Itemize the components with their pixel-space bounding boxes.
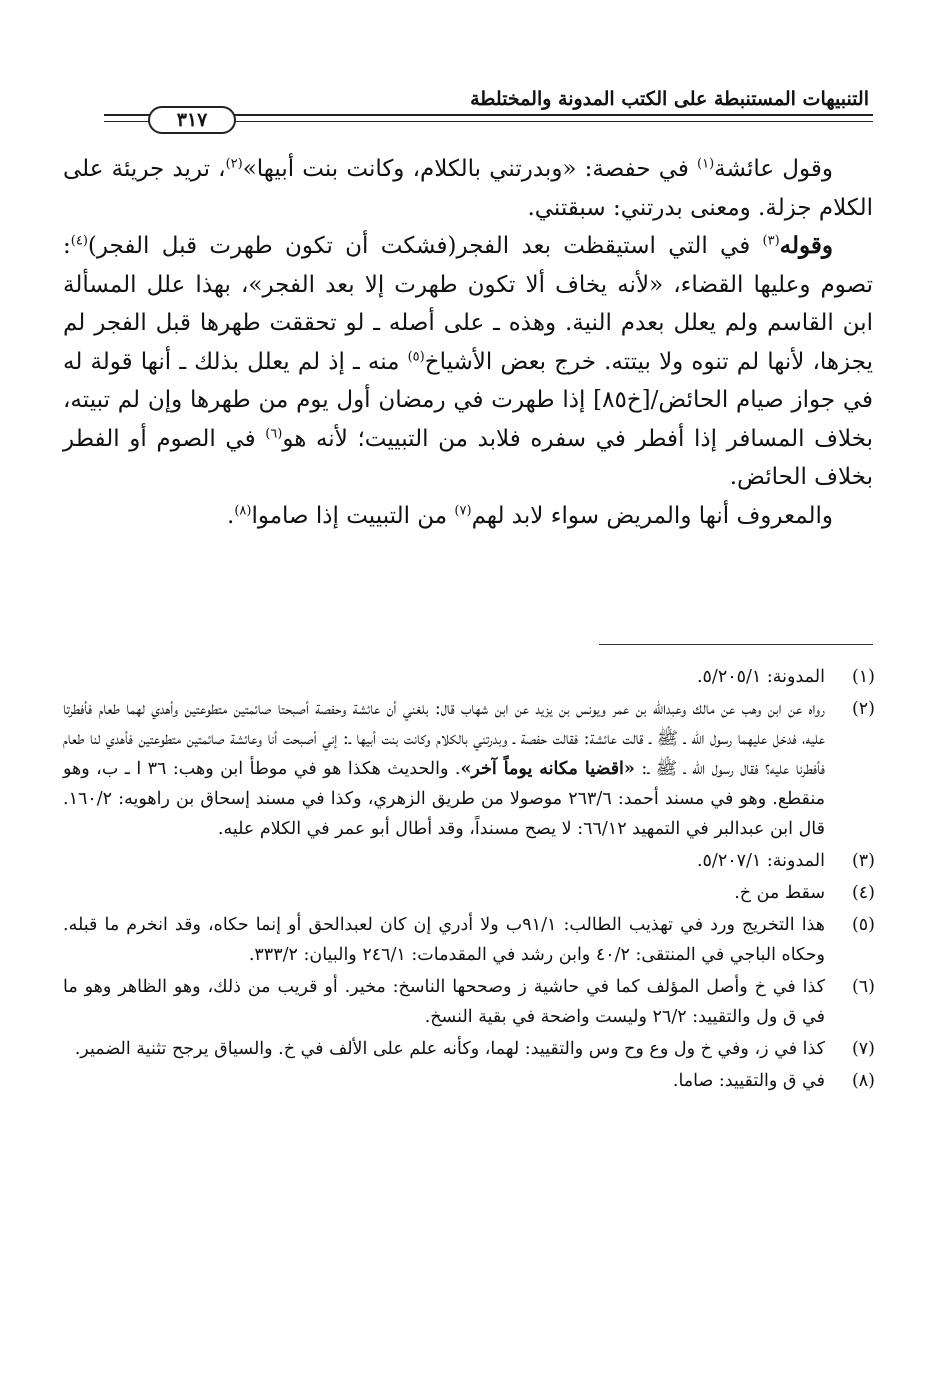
- footnote-text: سقط من خ.: [734, 883, 825, 903]
- footnote-1: [63, 662, 875, 692]
- footnote-number: (٢): [851, 699, 875, 719]
- text-run: من التبييت إذا صاموا: [251, 502, 455, 529]
- footnote-number: (١): [851, 667, 875, 687]
- text-run: والمعروف أنها والمريض سواء لابد لهم: [471, 502, 833, 529]
- text-run: في حفصة: «وبدرتني بالكلام، وكانت بنت أبيها»: [242, 156, 698, 182]
- footnote-text: [63, 694, 825, 844]
- footnote-8: [63, 1066, 875, 1096]
- page-number-badge: ٣١٧: [148, 106, 236, 134]
- footnote-7: [63, 1034, 875, 1064]
- footnotes: [63, 662, 875, 1098]
- footnote-separator: [599, 644, 873, 645]
- footnote-3: [63, 846, 875, 876]
- footnote-2: [63, 694, 875, 844]
- text-run: في التي استيقظت بعد الفجر(فشكت أن تكون طهرت قبل الفجر): [87, 233, 763, 259]
- paragraph-1: [63, 150, 873, 227]
- footnote-ref: (٦): [265, 425, 283, 441]
- footnote-ref: (٨): [234, 502, 252, 518]
- main-text: [63, 150, 873, 535]
- footnote-ref: (٢): [225, 156, 243, 172]
- text-run: .: [227, 502, 235, 529]
- text-run: في الصوم أو الفطر بخلاف الحائض.: [63, 425, 873, 490]
- footnote-6: [63, 972, 875, 1032]
- running-header: التنبيهات المستنبطة على الكتب المدونة والمختلطة: [470, 88, 869, 110]
- footnote-text: المدونة: ٥/٢٠٥/١.: [696, 667, 825, 687]
- footnote-text: كذا في ز، وفي خ ول وع وح وس والتقييد: لهما، وكأنه علم على الألف في خ. والسياق يرجح تثنية الضمير.: [74, 1039, 825, 1059]
- footnote-text: في ق والتقييد: صاما.: [672, 1071, 825, 1091]
- footnote-ref: (١): [697, 156, 715, 172]
- footnote-number: (٧): [851, 1039, 875, 1059]
- paragraph-2: [63, 227, 873, 497]
- text-run: منه ـ إذ لم يعلل بذلك ـ أنها قولة له في جواز صيام الحائض/[خ٨٥] إذا طهرت في رمضان أول يوم من طهرها وإن لم تبيته، بخلاف المسافر إذا أفطر في سفره فلابد من التبييت؛ لأنه هو: [63, 348, 873, 452]
- hadith-quote: «اقضيا مكانه يوماً آخر»: [460, 759, 635, 779]
- footnote-number: (٥): [851, 915, 875, 935]
- footnote-text: كذا في خ وأصل المؤلف كما في حاشية ز وصححها الناسخ: مخير. أو قريب من ذلك، وهو الظاهر وهو ما في ق ول والتقييد: ٢٦/٢ وليست واضحة في بقية النسخ.: [63, 977, 825, 1027]
- footnote-ref: (٧): [454, 502, 472, 518]
- footnote-text-run: . والحديث هكذا هو في موطأ ابن وهب: ٣٦ ا ـ ب، وهو منقطع. وهو في مسند أحمد: ٢٦٣/٦ موصولا من طريق الزهري، وكذا في مسند إسحاق بن راهويه: ١٦٠/٢. قال ابن عبدالبر في التمهيد ٦٦/١٢: لا يصح مسنداً، وقد أطال أبو عمر في الكلام عليه.: [63, 759, 825, 839]
- footnote-ref: (٤): [70, 233, 88, 249]
- footnote-text: المدونة: ٥/٢٠٧/١.: [696, 851, 825, 871]
- text-run: وقول عائشة: [714, 156, 834, 182]
- footnote-text-run: رواه عن ابن وهب عن مالك وعبدالله بن عمر ويونس بن يزيد عن ابن شهاب قال: بلغني أن عائشة وحفصة أصبحتا صائمتين متطوعتين وأهدي لهما طعام فأفطرتا عليه، فدخل عليهما رسول الله ـ ﷺ ـ قالت عائشة: فقالت حفصة ـ وبدرتني بالكلام وكانت بنت أبيها ـ: إني أصبحت أنا وعائشة صائمتين متطوعتين فأهدي لنا طعام فأفطرنا عليه؟ فقال رسول الله ـ ﷺ ـ:: [63, 699, 825, 779]
- footnote-ref: (٣): [762, 233, 780, 249]
- footnote-5: [63, 910, 875, 970]
- footnote-number: (٣): [851, 851, 875, 871]
- text-run: ، تريد جريئة على الكلام جزلة. ومعنى بدرتني: سبقتني.: [63, 156, 873, 221]
- footnote-number: (٦): [851, 977, 875, 997]
- lead-word: وقوله: [779, 232, 833, 259]
- paragraph-3: [63, 497, 873, 536]
- footnote-number: (٨): [851, 1071, 875, 1091]
- footnote-4: [63, 878, 875, 908]
- footnote-number: (٤): [851, 883, 875, 903]
- footnote-ref: (٥): [407, 348, 425, 364]
- footnote-text: هذا التخريج ورد في تهذيب الطالب: ٩١/١ب ولا أدري إن كان لعبدالحق أو إنما حكاه، وقد انخرم ما قبله. وحكاه الباجي في المنتقى: ٤٠/٢ وابن رشد في المقدمات: ٢٤٦/١ والبيان: ٣٣٣/٢.: [63, 915, 825, 965]
- text-run: : تصوم وعليها القضاء، «لأنه يخاف ألا تكون طهرت إلا بعد الفجر»، بهذا علل المسألة ابن القاسم ولم يعلل بعدم النية. وهذه ـ على أصله ـ لو تحققت طهرها قبل الفجر لم يجزها، لأنها لم تنوه ولا بيتته. خرج بعض الأشياخ: [63, 233, 873, 375]
